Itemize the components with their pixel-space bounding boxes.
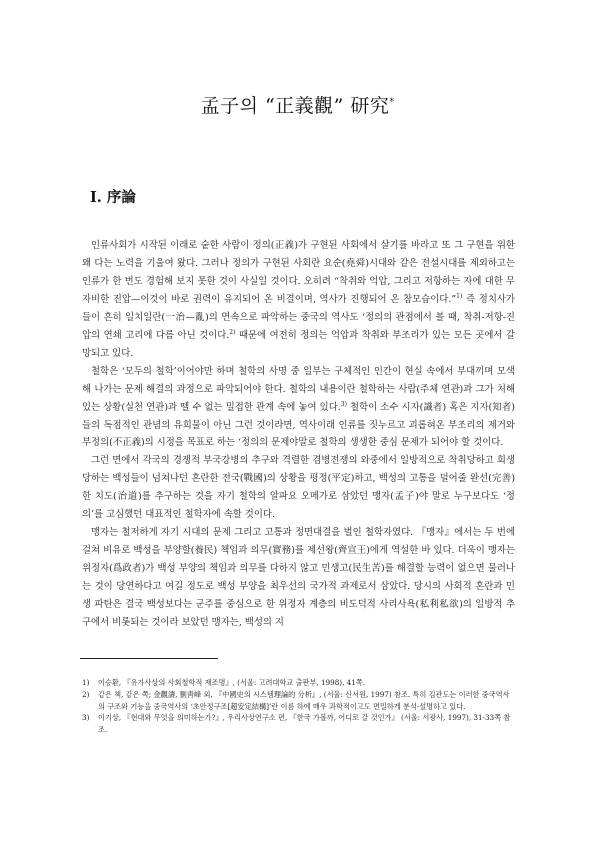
footnote-1-text: 이승환, 『유가사상의 사회철학적 재조명』, (서울: 고려대학교 출판부, 1998), 41쪽.	[98, 678, 366, 687]
footnote-2	[82, 689, 515, 713]
footnote-2-text: 같은 책, 같은 쪽; 金觀濤, 劉靑峰 외, 『中國史의 시스템理論的 分析』, (서울: 신서원, 1997) 참조. 특히 김관도는 이러한 중국역사의 구조와 기능을 중국역사의 ‘초안정구조[超安定結構]’란 이름 하에 매우 과학적이고도 면밀하게 분석·설명하고 있다.	[98, 689, 510, 711]
footnote-2-number: 2)	[82, 689, 90, 699]
paper-title	[0, 91, 595, 118]
section-heading: Ⅰ. 序論	[90, 189, 136, 206]
footnote-divider	[80, 658, 218, 659]
paragraph-1	[82, 237, 515, 363]
body-text	[82, 237, 515, 632]
footnote-3-number: 3)	[82, 713, 90, 723]
footnotes	[82, 677, 515, 736]
paragraph-1-text-a: 인류사회가 시작된 이래로 숱한 사람이 정의(正義)가 구현된 사회에서 살기를 바라고 또 그 구현을 위한 왜 다는 노력을 기울여 왔다. 그러나 정의가 구현된 사회란 요순(堯舜)시대와 같은 전설시대를 제외하고는 인류가 한 번도 경험해 보지 못한 것이 사실일 것이다. 오히려 “착취와 억압, 그리고 저항하는 자에 대한 무자비한 진압—이것이 바로 권력이 유지되어 온 비결이며, 역사가 진행되어 온 참모습이다.”	[82, 240, 515, 305]
footnote-3-text: 이기상, 『현대와 무엇을 의미하는가?』, 우리사상연구소 편, 『한국 가볼까, 어디로 갈 것인가』 (서울: 서광사, 1997), 31-33쪽 참조.	[98, 713, 511, 735]
footnote-ref-2: 2)	[229, 328, 236, 336]
footnote-ref-3: 3)	[340, 400, 347, 408]
paragraph-2-text-b: 철학이 소수 시자(識者) 혹은 지자(知者)들의 독점적인 관념의 유희물이 아닌 그런 것이라면, 역사이래 인류를 짓누르고 괴롭혀온 부조리의 제거와 부정의(不正義)의 시정을 목표로 하는 ‘정의의 문제야말로 철학의 생생한 중심 문제가 되어야 할 것이다.	[82, 401, 515, 449]
paragraph-2	[82, 363, 515, 453]
paper-title-text: 孟子의 “正義觀” 研究	[200, 95, 390, 117]
paragraph-3: 그런 면에서 각국의 경쟁적 부국강병의 추구와 격렬한 겸병전쟁의 와중에서 일방적으로 착취당하고 희생당하는 백성들이 넘쳐나던 혼란한 전국(戰國)의 상황을 평정(平定)하고, 백성의 고통을 덜어줄 완선(完善)한 치도(治道)를 추구하는 것을 자기 철학의 알파요 오메가로 삼았던 맹자(孟子)야 말로 누구보다도 ‘정의’를 고심했던 대표적인 철학자에 속할 것이다.	[82, 455, 515, 521]
paragraph-2-text-a: 철학은 ‘모두의 철학’이어야만 하며 철학의 사명 중 일부는 구체적인 인간이 현실 속에서 부대끼며 모색해 나가는 문제 해결의 과정으로 파악되어야 한다. 철학의 내용이란 철학하는 사람(주체 연관)과 그가 처해 있는 상황(실천 연관)과 뗄 수 없는 밀접한 관계 속에 놓여 있다.	[82, 365, 515, 413]
footnote-1	[82, 677, 515, 689]
footnote-ref-1: 1)	[456, 292, 463, 300]
paragraph-1-text-b: 즉 정치사가들이 흔히 일치일란(一治—亂)의 연속으로 파악하는 중국의 역사도 ‘정의의 관점에서 볼 때, 착취-저항-진압의 연쇄 고리에 다름 아닌 것이다.	[82, 293, 515, 341]
footnote-3	[82, 712, 515, 736]
paragraph-1-text-c: 때문에 여전히 정의는 억압과 착취와 부조리가 있는 모든 곳에서 갈망되고 있다.	[82, 329, 515, 359]
footnote-1-number: 1)	[82, 678, 90, 687]
paragraph-4: 맹자는 철저하게 자기 시대의 문제 그리고 고통과 정면대결을 벌인 철학자였다. 『맹자』에서는 두 번에 걸쳐 비유로 백성을 부양할(養民) 책임과 의무(實務)를 제선왕(齊宣王)에게 역설한 바 있다. 더욱이 맹자는 위정자(爲政者)가 백성 부양의 책임과 의무를 다하지 않고 민생고(民生苦)를 해결할 능력이 없으면 물러나는 것이 당연하다고 여길 정도로 백성 부양을 최우선의 국가적 과제로서 삼았다. 당시의 사회적 혼란과 민생 파탄은 결국 백성보다는 군주를 중심으로 한 위정자 계층의 비도덕적 사리사욕(私利私欲)의 일방적 추구에서 비롯되는 것이라 보았던 맹자는, 백성의 지	[82, 527, 515, 629]
title-footnote-mark: *	[389, 97, 395, 108]
